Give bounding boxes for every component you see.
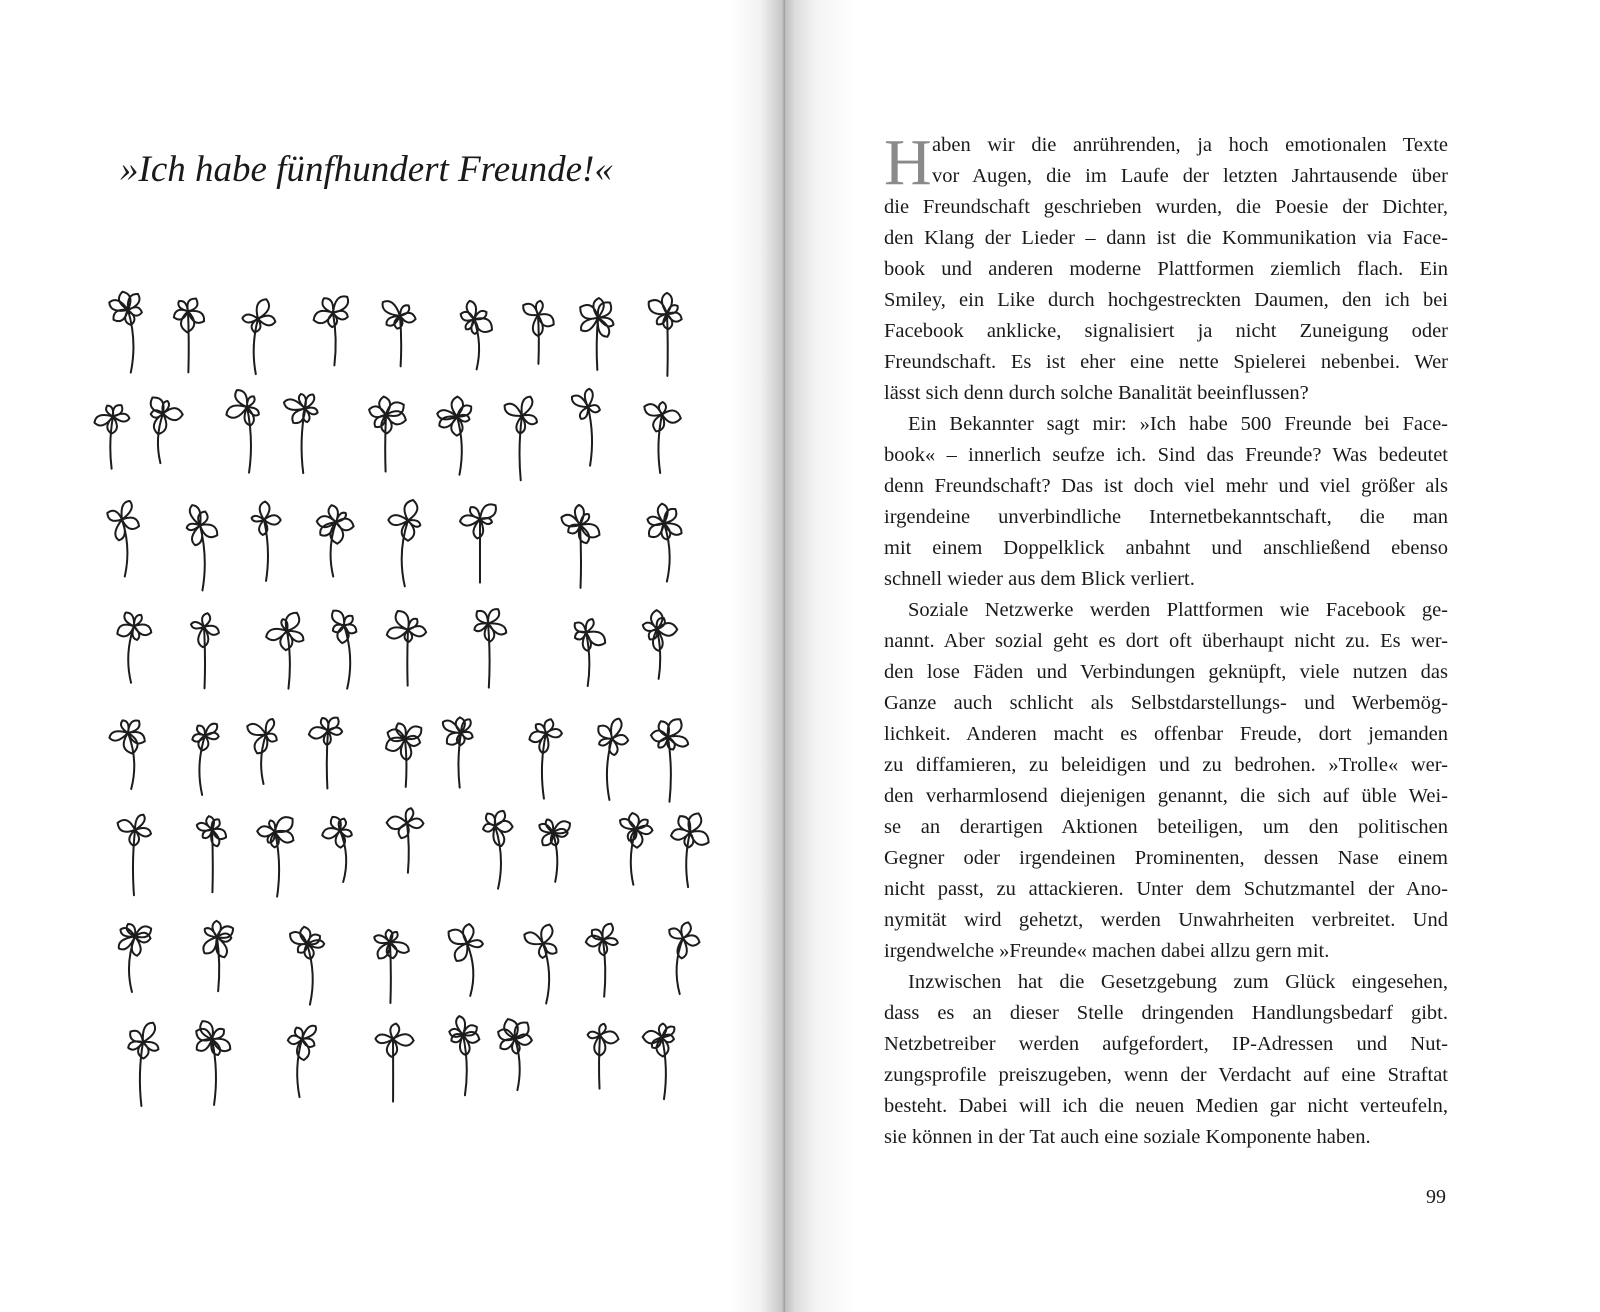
flower-doodle	[107, 501, 139, 577]
text-line: die Freundschaft geschrieben wurden, die Poesie der Dichter,	[884, 196, 1448, 218]
flower-doodle	[644, 402, 680, 473]
text-line: zu diffamieren, zu beleidigen und zu bedrohen. »Trolle« wer-	[884, 754, 1448, 776]
flower-doodle	[437, 397, 471, 475]
flower-doodle	[266, 613, 303, 689]
flower-doodle	[388, 500, 420, 586]
text-line: sie können in der Tat auch eine soziale Komponente haben.	[884, 1126, 1371, 1148]
text-line: mit einem Doppelklick anbahnt und anschließend ebenso	[884, 537, 1448, 559]
flower-doodle	[309, 718, 342, 789]
flower-doodle	[561, 505, 599, 588]
flower-doodle	[174, 299, 204, 373]
flower-doodle	[252, 502, 281, 581]
text-line: vor Augen, die im Laufe der letzten Jahrtausende über	[932, 165, 1448, 187]
text-line: Facebook anklicke, signalisiert ja nicht Zuneigung oder	[884, 320, 1448, 342]
flower-doodle	[524, 925, 556, 1004]
flower-doodle	[191, 613, 219, 688]
flower-doodle	[669, 922, 699, 994]
flower-doodle	[118, 815, 151, 895]
text-line: Gegner oder irgendeinen Prominenten, dessen Nase einem	[884, 847, 1448, 869]
text-line: Inzwischen hat die Gesetzgebung zum Glück eingesehen,	[908, 971, 1448, 993]
text-line: Ein Bekannter sagt mir: »Ich habe 500 Freunde bei Face-	[908, 413, 1448, 435]
flower-doodle	[288, 1026, 316, 1097]
text-line: Freundschaft. Es ist eher eine nette Spielerei nebenbei. Wer	[884, 351, 1448, 373]
flower-doodle	[257, 817, 293, 896]
text-line: dass es an dieser Stelle dringenden Handlungsbedarf gibt.	[884, 1002, 1448, 1024]
text-line: den Klang der Lieder – dann ist die Kommunikation via Face-	[884, 227, 1448, 249]
flower-doodle	[128, 1023, 158, 1106]
text-line: nannt. Aber sozial geht es dort oft überhaupt nicht zu. Es wer-	[884, 630, 1448, 652]
text-line: nymität wird gehetzt, werden Unwahrheiten verbreitet. Und	[884, 909, 1448, 931]
text-line: lichkeit. Anderen macht es offenbar Freude, dort jemanden	[884, 723, 1448, 745]
text-line: Smiley, ein Like durch hochgestreckten Daumen, den ich bei	[884, 289, 1448, 311]
text-line: Soziale Netzwerke werden Plattformen wie Facebook ge-	[908, 599, 1448, 621]
flower-doodle	[187, 505, 218, 590]
flower-doodle	[461, 301, 492, 370]
flower-doodle	[598, 719, 628, 800]
text-line: irgendeine unverbindliche Internetbekanntschaft, die man	[884, 506, 1448, 528]
text-line: Ganze auch schlicht als Selbstdarstellungs- und Werbemög-	[884, 692, 1448, 714]
flower-doodle	[386, 723, 421, 786]
flower-doodle	[109, 720, 144, 789]
flower-doodle	[572, 389, 600, 466]
flower-doodle	[498, 1019, 532, 1090]
text-line: Netzbetreiber werden aufgefordert, IP-Adressen und Nut-	[884, 1033, 1448, 1055]
flower-doodle	[109, 292, 142, 373]
text-line: nicht passt, zu attackieren. Unter dem Schutzmantel der Ano-	[884, 878, 1448, 900]
flower-doodle	[284, 394, 318, 473]
text-line: denn Freundschaft? Das ist doch viel mehr und viel größer als	[884, 475, 1448, 497]
flower-doodle	[475, 609, 507, 688]
text-line: lässt sich denn durch solche Banalität beeinflussen?	[884, 382, 1309, 404]
flower-doodle	[387, 808, 424, 873]
text-line: se an derartigen Aktionen beteiligen, um den politischen	[884, 816, 1448, 838]
chapter-heading: »Ich habe fünfhundert Freunde!«	[120, 149, 613, 190]
text-line: besteht. Dabei will ich die neuen Medien gar nicht verteufeln,	[884, 1095, 1448, 1117]
flower-doodle	[94, 405, 129, 469]
flower-doodle	[449, 1016, 479, 1095]
flower-doodle	[151, 397, 183, 463]
text-line: zungsprofile preiszugeben, wenn der Verdacht auf eine Straftat	[884, 1064, 1448, 1086]
flower-doodle	[443, 717, 473, 787]
flower-doodle	[460, 504, 496, 582]
flower-doodle	[374, 930, 409, 1003]
text-line: den verharmlosend diejenigen genannt, die sich auf üble Wei-	[884, 785, 1448, 807]
flower-doodle	[586, 924, 618, 997]
flower-doodle	[196, 1021, 230, 1105]
flower-doodle	[119, 924, 151, 992]
flower-doodle	[383, 301, 416, 366]
flower-doodle	[647, 504, 681, 582]
text-line: book« – innerlich seufze ich. Sind das Freunde? Was bedeutet	[884, 444, 1448, 466]
flower-doodle	[242, 299, 275, 374]
flower-doodle	[197, 816, 226, 892]
flower-doodle	[671, 813, 709, 887]
flower-doodle	[117, 613, 151, 683]
flower-doodle	[575, 619, 605, 686]
flower-doodle	[226, 390, 258, 473]
flower-doodle	[643, 1024, 675, 1100]
text-line: den lose Fäden und Verbindungen geknüpft, viele nutzen das	[884, 661, 1448, 683]
page-number: 99	[1426, 1186, 1446, 1208]
flower-doodle	[387, 611, 426, 686]
drop-cap: H	[884, 126, 932, 199]
flower-doodle	[651, 719, 688, 801]
flower-doodle	[192, 724, 218, 795]
flower-doodle	[523, 301, 554, 364]
flower-doodle	[449, 924, 483, 996]
flower-doodle	[649, 293, 682, 376]
flower-doodle	[588, 1024, 619, 1089]
flower-doodle	[317, 505, 354, 576]
text-line: aben wir die anrührenden, ja hoch emotionalen Texte	[932, 134, 1448, 156]
flower-doodle	[529, 719, 562, 798]
flower-doodle	[314, 296, 348, 365]
flower-doodle	[580, 298, 613, 370]
flower-doodle	[539, 819, 570, 881]
flower-doodle	[375, 1024, 413, 1102]
body-text	[884, 126, 1448, 1153]
flower-illustration	[0, 0, 785, 1312]
flower-doodle	[203, 921, 233, 991]
flower-doodle	[369, 397, 406, 472]
flower-doodle	[290, 927, 324, 1005]
flower-doodle	[483, 811, 513, 889]
flower-doodle	[620, 813, 652, 885]
text-line: schnell wieder aus dem Blick verliert.	[884, 568, 1195, 590]
text-line: irgendwelche »Freunde« machen dabei allzu gern mit.	[884, 940, 1330, 962]
flower-doodle	[505, 397, 537, 481]
flower-doodle	[322, 817, 352, 882]
flower-doodle	[643, 610, 677, 679]
flower-doodle	[247, 719, 276, 784]
text-line: book und anderen moderne Plattformen ziemlich flach. Ein	[884, 258, 1448, 280]
flower-doodle	[332, 611, 356, 689]
